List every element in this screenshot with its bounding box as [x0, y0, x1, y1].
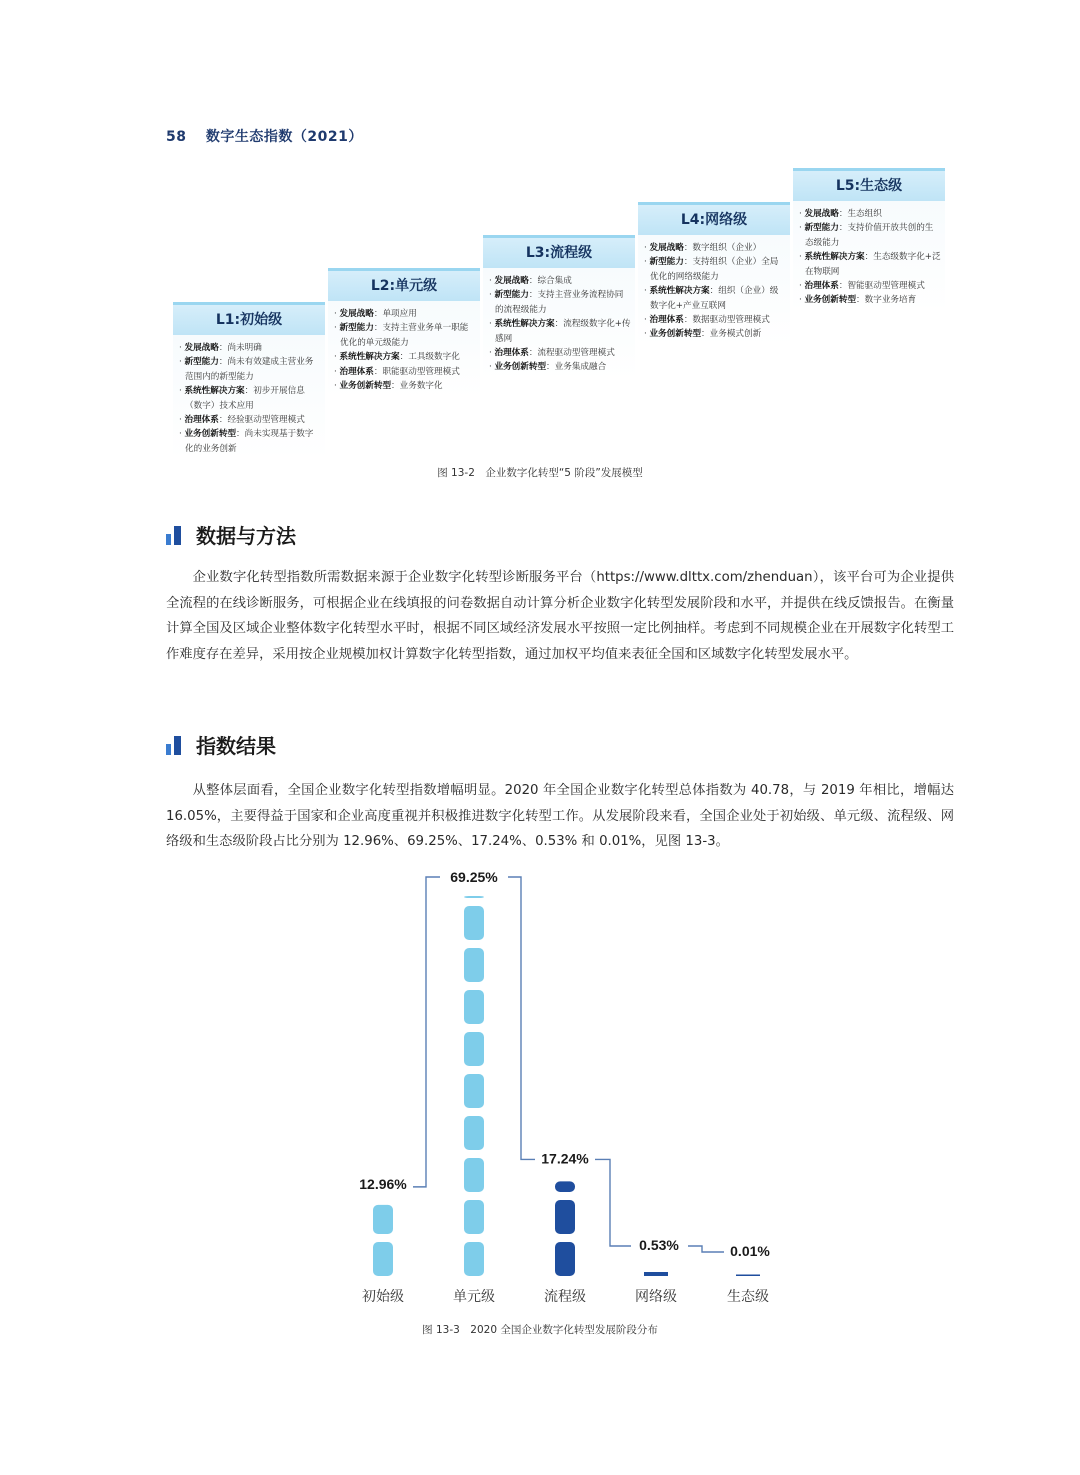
- bar-segment: [464, 948, 484, 982]
- figure-caption-chart: 图 13-3 2020 全国企业数字化转型发展阶段分布: [422, 1324, 658, 1336]
- bar-初始级: [373, 1205, 393, 1276]
- bar-生态级: [736, 1275, 760, 1277]
- bar-segment: [464, 906, 484, 940]
- page-number: 58: [166, 129, 187, 145]
- section-heading-results: [166, 730, 276, 759]
- stage-l1: [173, 302, 325, 460]
- stage-distribution-chart: [320, 860, 800, 1320]
- stage-item: · 新型能力：支持主营业务流程协同的流程级能力: [489, 288, 631, 317]
- bar-segment: [736, 1275, 760, 1277]
- data-label: 17.24%: [541, 1150, 589, 1167]
- figure-caption-model: 图 13-2 企业数字化转型“5 阶段”发展模型: [437, 467, 643, 479]
- data-label: 0.01%: [730, 1243, 770, 1259]
- stage-l3: [483, 235, 635, 379]
- stage-title: L3:流程级: [483, 235, 635, 268]
- stage-item: · 治理体系：流程驱动型管理模式: [489, 346, 631, 360]
- section-marker-icon: [166, 735, 184, 755]
- stage-title: L2:单元级: [328, 268, 480, 301]
- paragraph-results: 从整体层面看，全国企业数字化转型指数增幅明显。2020 年全国企业数字化转型总体指数为 40.78，与 2019 年相比，增幅达 16.05%，主要得益于国家和企业高度重视并积极推进数字化转型工作。从发展阶段来看，全国企业处于初始级、单元级、流程级、网络级和生态级阶段占比分别为 12.96%、69.25%、17.24%、0.53% 和 0.01%，见图 13-3。: [166, 783, 954, 849]
- stage-item: · 系统性解决方案：生态级数字化+泛在物联网: [799, 250, 941, 279]
- section-title: 数据与方法: [196, 524, 296, 548]
- bar-segment: [555, 1200, 575, 1234]
- bar-segment: [464, 1032, 484, 1066]
- bar-segment: [464, 1116, 484, 1150]
- stage-body: [173, 335, 325, 460]
- stage-item: · 业务创新转型：尚未实现基于数字化的业务创新: [179, 427, 321, 456]
- bar-segment: [464, 1200, 484, 1234]
- category-label: 流程级: [544, 1289, 586, 1305]
- category-label: 单元级: [453, 1289, 495, 1305]
- bar-segment: [373, 1205, 393, 1234]
- data-label: 0.53%: [639, 1237, 679, 1253]
- data-label: 69.25%: [450, 869, 498, 885]
- connector-line: [413, 877, 440, 1187]
- stage-item: · 发展战略：综合集成: [489, 274, 631, 288]
- bar-segment: [555, 1181, 575, 1192]
- stage-item: · 治理体系：职能驱动型管理模式: [334, 365, 476, 379]
- stage-item: · 发展战略：单项应用: [334, 307, 476, 321]
- stage-l2: [328, 268, 480, 397]
- stage-item: · 治理体系：经验驱动型管理模式: [179, 413, 321, 427]
- bar-segment: [464, 896, 484, 898]
- stage-item: · 治理体系：智能驱动型管理模式: [799, 279, 941, 293]
- bar-单元级: [464, 896, 484, 1276]
- stage-body: [793, 201, 945, 312]
- stage-item: · 新型能力：支持价值开放共创的生态级能力: [799, 221, 941, 250]
- connector-line: [688, 1246, 724, 1252]
- bar-segment: [555, 1242, 575, 1276]
- stage-item: · 新型能力：支持组织（企业）全局优化的网络级能力: [644, 255, 786, 284]
- bar-segment: [373, 1242, 393, 1276]
- stage-body: [638, 235, 790, 346]
- stage-title: L4:网络级: [638, 202, 790, 235]
- bar-segment: [464, 990, 484, 1024]
- stage-title: L1:初始级: [173, 302, 325, 335]
- bar-segment: [464, 1158, 484, 1192]
- stage-item: · 业务创新转型：数字业务培育: [799, 293, 941, 307]
- category-label: 生态级: [727, 1289, 769, 1305]
- connector-line: [508, 877, 535, 1159]
- connector-line: [595, 1159, 631, 1246]
- stage-item: · 发展战略：生态组织: [799, 207, 941, 221]
- book-title: 数字生态指数（2021）: [205, 129, 363, 145]
- category-label: 网络级: [635, 1289, 677, 1305]
- stage-item: · 发展战略：数字组织（企业）: [644, 241, 786, 255]
- bar-网络级: [644, 1272, 668, 1276]
- stage-l4: [638, 202, 790, 346]
- stage-title: L5:生态级: [793, 168, 945, 201]
- stage-item: · 业务创新转型：业务集成融合: [489, 360, 631, 374]
- stage-item: · 新型能力：支持主营业务单一职能优化的单元级能力: [334, 321, 476, 350]
- stage-item: · 治理体系：数据驱动型管理模式: [644, 313, 786, 327]
- category-label: 初始级: [362, 1289, 404, 1305]
- stage-item: · 系统性解决方案：组织（企业）级数字化+产业互联网: [644, 284, 786, 313]
- stage-body: [483, 268, 635, 379]
- stage-item: · 发展战略：尚未明确: [179, 341, 321, 355]
- stage-item: · 新型能力：尚未有效建成主营业务范围内的新型能力: [179, 355, 321, 384]
- stage-item: · 业务创新转型：业务数字化: [334, 379, 476, 393]
- bar-流程级: [555, 1181, 575, 1276]
- section-heading-data-method: [166, 520, 296, 549]
- paragraph-data-method: 企业数字化转型指数所需数据来源于企业数字化转型诊断服务平台（https://www.dlttx.com/zhenduan），该平台可为企业提供全流程的在线诊断服务，可根据企业在线填报的问卷数据自动计算分析企业数字化转型发展阶段和水平，并提供在线反馈报告。在衡量计算全国及区域企业整体数字化转型水平时，根据不同区域经济发展水平按照一定比例抽样。考虑到不同规模企业在开展数字化转型工作难度存在差异，采用按企业规模加权计算数字化转型指数，通过加权平均值来表征全国和区域数字化转型发展水平。: [166, 570, 954, 662]
- running-head: [166, 126, 363, 146]
- stage-item: · 系统性解决方案：流程级数字化+传感网: [489, 317, 631, 346]
- bar-segment: [644, 1272, 668, 1276]
- section-title: 指数结果: [196, 734, 276, 758]
- stage-item: · 业务创新转型：业务模式创新: [644, 327, 786, 341]
- stage-item: · 系统性解决方案：工具级数字化: [334, 350, 476, 364]
- stage-body: [328, 301, 480, 397]
- stage-item: · 系统性解决方案：初步开展信息（数字）技术应用: [179, 384, 321, 413]
- bar-segment: [464, 1242, 484, 1276]
- data-label: 12.96%: [359, 1175, 407, 1192]
- bar-segment: [464, 1074, 484, 1108]
- section-marker-icon: [166, 525, 184, 545]
- stage-l5: [793, 168, 945, 312]
